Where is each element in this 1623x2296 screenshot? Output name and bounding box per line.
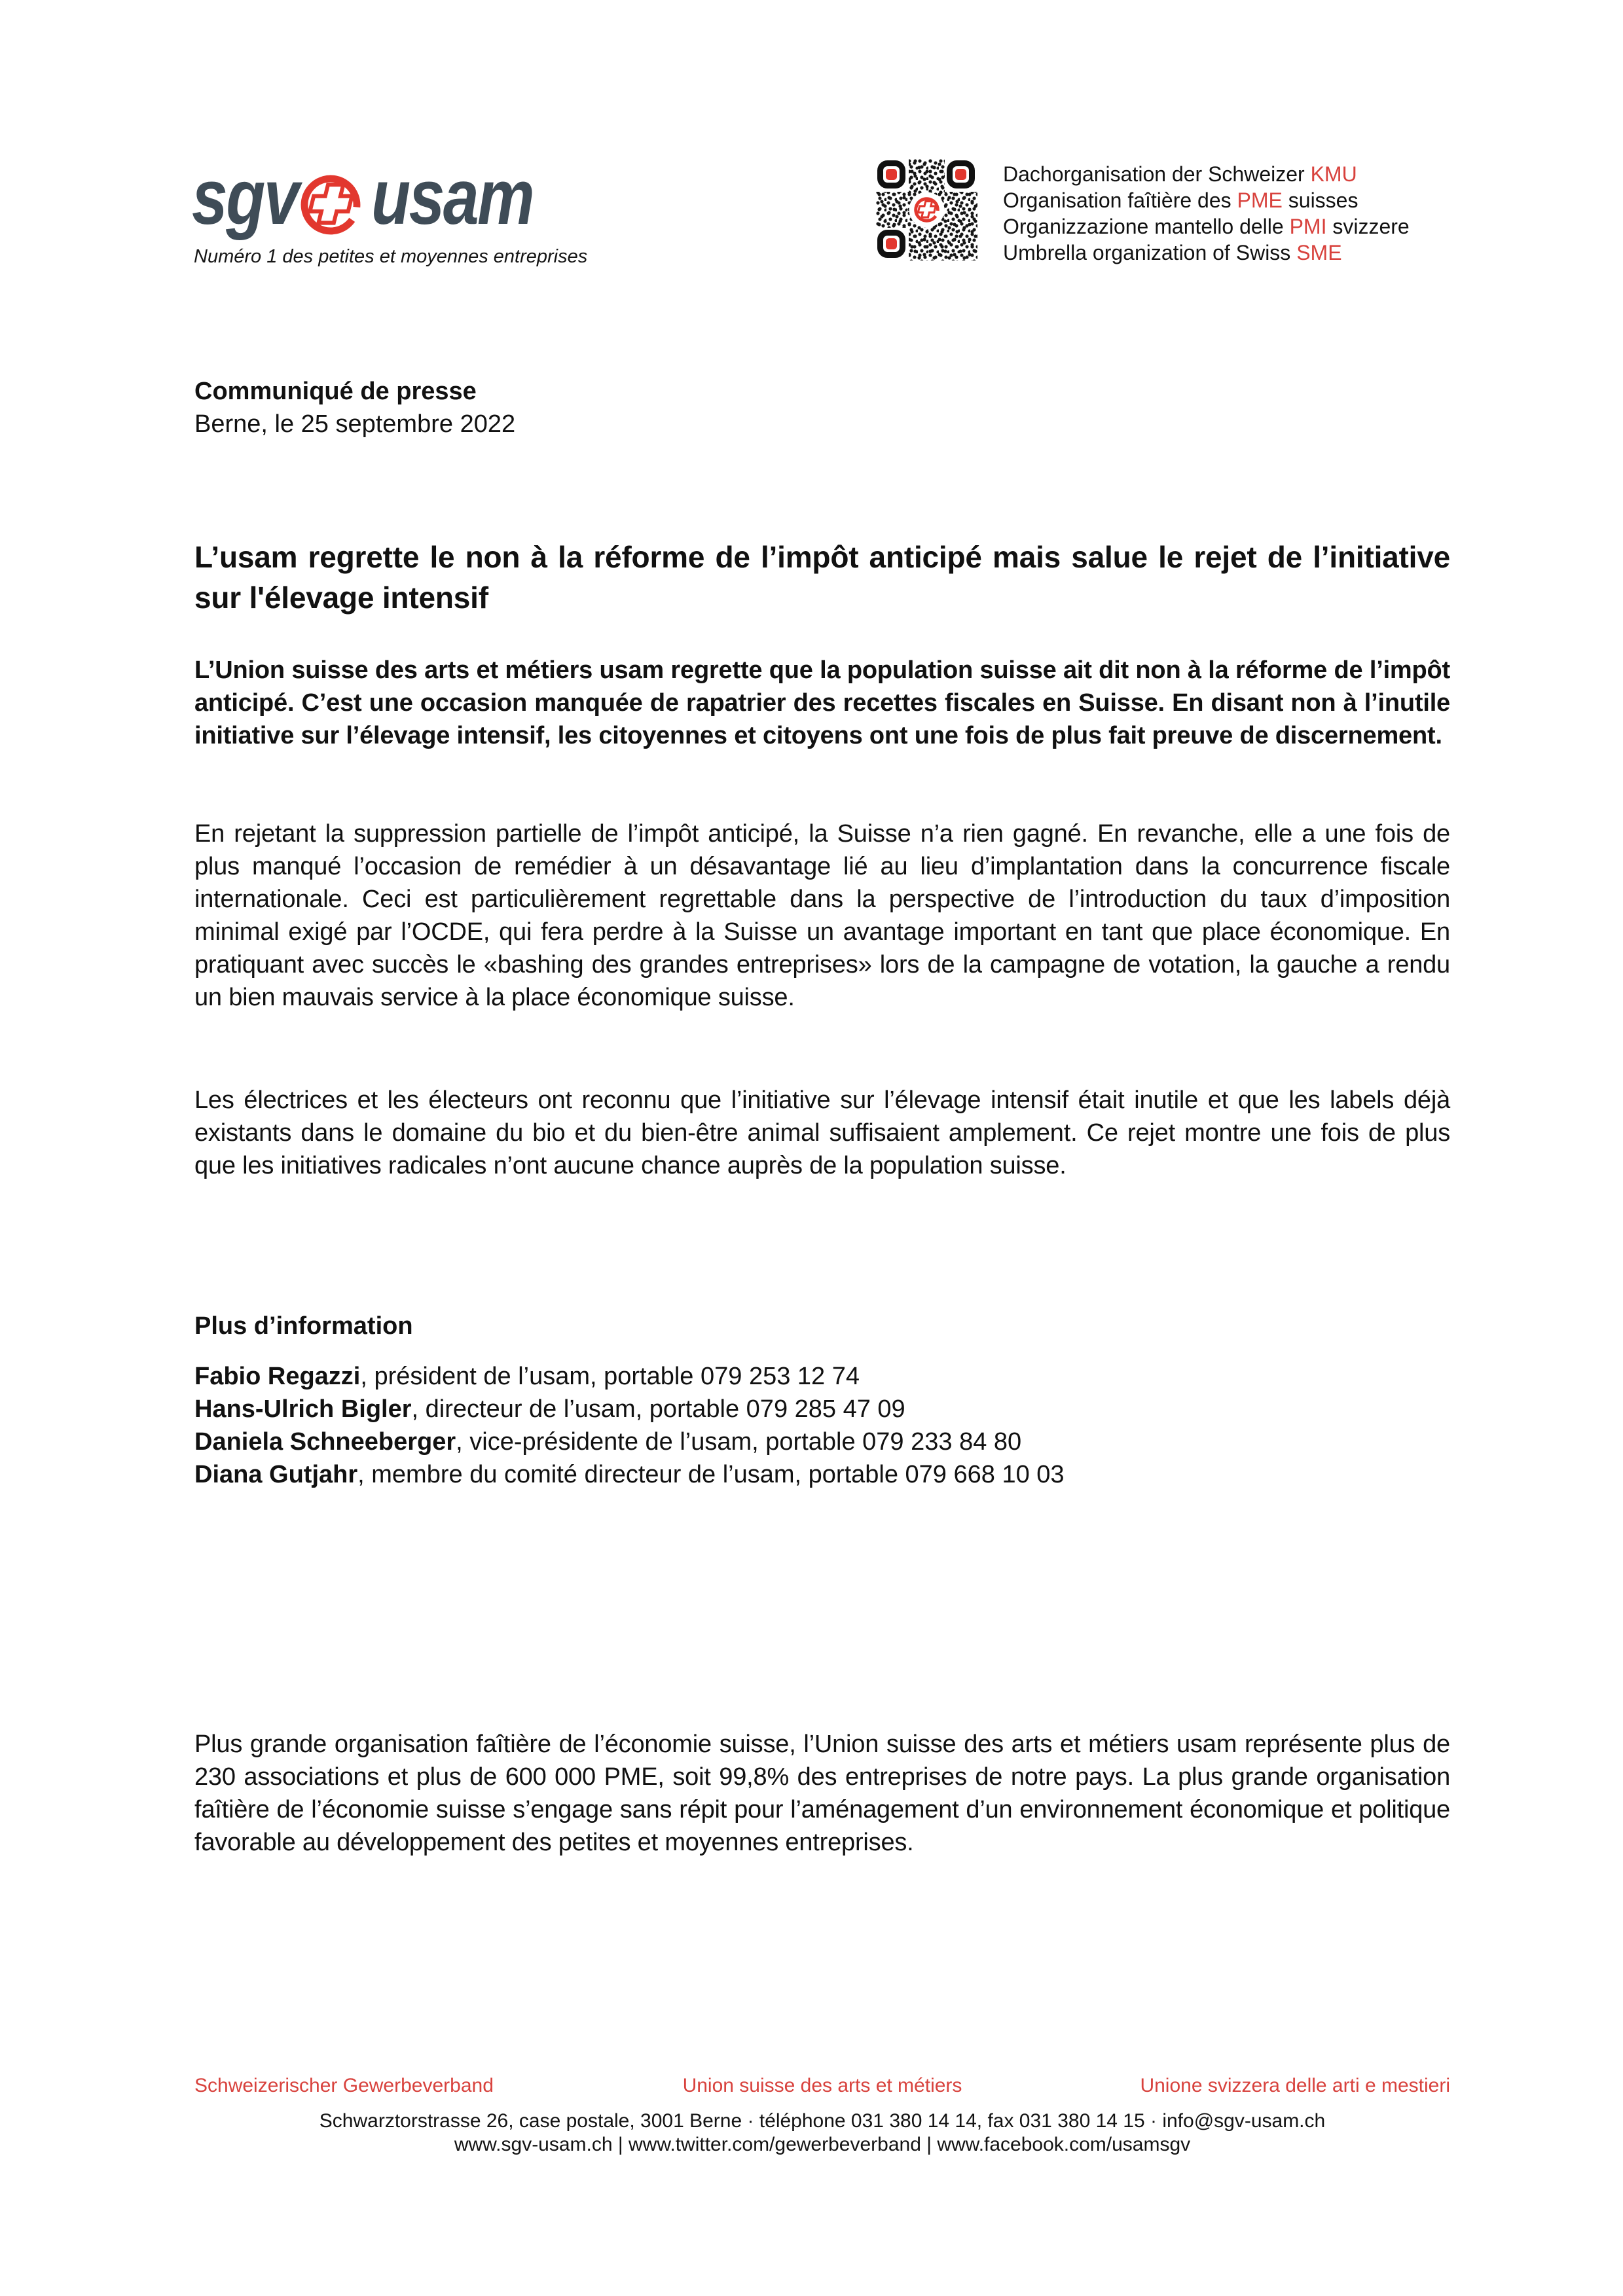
org-line-accent: PMI <box>1289 215 1327 238</box>
contact-name: Hans-Ulrich Bigler <box>194 1395 412 1423</box>
body-paragraph-2: Les électrices et les électeurs ont reconnu que l’initiative sur l’élevage intensif était inutile et que les labels déjà existants dans le domaine du bio et du bien-être animal suffisaient amplement. Ce rejet montre une fois de plus que les initiatives radicales n’ont aucune chance auprès de la population suisse. <box>194 1086 1450 1179</box>
contact-details: , directeur de l’usam, portable 079 285 47 09 <box>411 1395 905 1423</box>
footer-org-it: Unione svizzera delle arti e mestieri <box>1140 2075 1450 2096</box>
logo-word-usam: usam <box>371 153 533 241</box>
org-line-text: Dachorganisation der Schweizer <box>1003 162 1311 186</box>
lead-paragraph: L’Union suisse des arts et métiers usam regrette que la population suisse ait dit non à la réforme de l’impôt anticipé. C’est une occasion manquée de rapatrier des recettes fiscales en Suisse. En disant non à l’inutile initiative sur l’élevage intensif, les citoyennes et citoyens ont une fois de plus fait preuve de discernement. <box>194 656 1450 749</box>
contact-name: Diana Gutjahr <box>194 1461 358 1488</box>
org-line-accent: PME <box>1237 188 1283 212</box>
contact-details: , président de l’usam, portable 079 253 12 74 <box>360 1363 860 1390</box>
org-line-text: Organizzazione mantello delle <box>1003 215 1290 238</box>
org-line-it <box>1003 213 1410 240</box>
qr-code-icon <box>876 159 977 260</box>
sgv-usam-logo <box>192 153 568 241</box>
contact-line <box>194 1458 1065 1491</box>
org-line-en <box>1003 240 1410 266</box>
org-description-lines <box>1003 161 1410 266</box>
org-line-text: Umbrella organization of Swiss <box>1003 241 1297 264</box>
contact-list <box>194 1360 1065 1491</box>
org-line-text: Organisation faîtière des <box>1003 188 1237 212</box>
footer-org-de: Schweizerischer Gewerbeverband <box>194 2075 494 2096</box>
org-line-accent: SME <box>1296 241 1342 264</box>
org-line-accent: KMU <box>1310 162 1357 186</box>
contact-name: Daniela Schneeberger <box>194 1428 456 1456</box>
logo-tagline: Numéro 1 des petites et moyennes entreprises <box>194 246 588 267</box>
contact-name: Fabio Regazzi <box>194 1363 361 1390</box>
footer-address: Schwarztorstrasse 26, case postale, 3001 Berne · téléphone 031 380 14 14, fax 031 380 14 15 · info@sgv-usam.ch <box>319 2110 1326 2132</box>
contact-line <box>194 1426 1065 1458</box>
contact-line <box>194 1393 1065 1426</box>
org-line-text: suisses <box>1282 188 1359 212</box>
body-paragraph-1: En rejetant la suppression partielle de l’impôt anticipé, la Suisse n’a rien gagné. En revanche, elle a une fois de plus manqué l’occasion de remédier à un désavantage lié au lieu d’implantation dans la concurrence fiscale internationale. Ceci est particulièrement regrettable dans la perspective de l’introduction du taux d’imposition minimal exigé par l’OCDE, qui fera perdre à la Suisse un avantage important en tant que place économique. En pratiquant avec succès le «bashing des grandes entreprises» lors de la campagne de votation, la gauche a rendu un bien mauvais service à la place économique suisse. <box>194 820 1450 1011</box>
logo-word-sgv: sgv <box>192 153 299 241</box>
contact-details: , vice-présidente de l’usam, portable 079 233 84 80 <box>456 1428 1022 1456</box>
document-head <box>194 375 515 440</box>
swiss-cross-ring-icon <box>298 172 363 238</box>
footer-organisation-names <box>194 2073 1450 2098</box>
org-line-text: svizzere <box>1326 215 1410 238</box>
contact-line <box>194 1360 1065 1393</box>
footer-web-links: www.sgv-usam.ch | www.twitter.com/gewerbeverband | www.facebook.com/usamsgv <box>454 2134 1191 2155</box>
org-line-de <box>1003 161 1410 187</box>
dateline: Berne, le 25 septembre 2022 <box>194 410 516 438</box>
info-heading: Plus d’information <box>194 1312 413 1340</box>
org-line-fr <box>1003 187 1410 213</box>
page-title: L’usam regrette le non à la réforme de l’impôt anticipé mais salue le rejet de l’initiative sur l'élevage intensif <box>194 540 1450 615</box>
contact-details: , membre du comité directeur de l’usam, portable 079 668 10 03 <box>357 1461 1065 1488</box>
footer-org-fr: Union suisse des arts et métiers <box>682 2075 962 2096</box>
document-type: Communiqué de presse <box>194 378 477 405</box>
boilerplate-paragraph: Plus grande organisation faîtière de l’économie suisse, l’Union suisse des arts et métiers usam représente plus de 230 associations et plus de 600 000 PME, soit 99,8% des entreprises de notre pays. La plus grande organisation faîtière de l’économie suisse s’engage sans répit pour l’aménagement d’un environnement économique et politique favorable au développement des petites et moyennes entreprises. <box>194 1731 1450 1856</box>
